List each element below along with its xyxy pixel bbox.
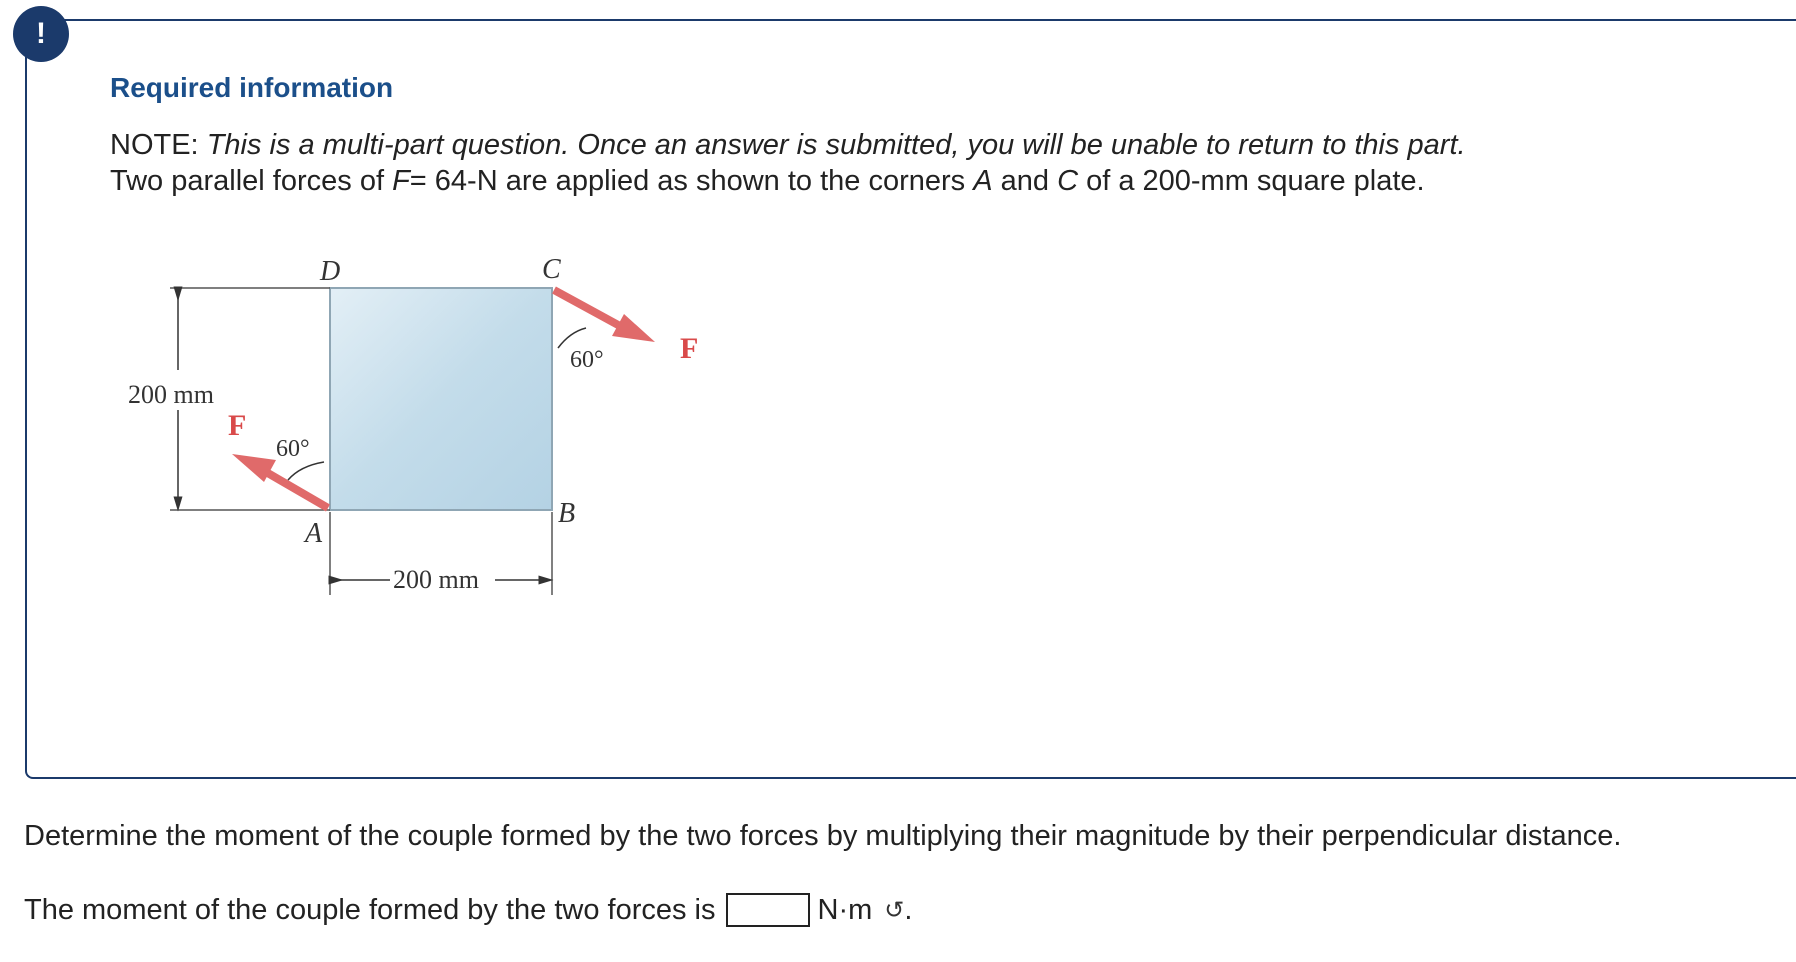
force-label-A: F bbox=[228, 409, 247, 442]
horizontal-dimension-label: 200 mm bbox=[393, 565, 479, 594]
alert-icon: ! bbox=[13, 6, 69, 62]
answer-row bbox=[24, 893, 912, 927]
angle-arc-A bbox=[288, 462, 324, 480]
variable-C: C bbox=[1057, 165, 1079, 197]
note-text: This is a multi-part question. Once an answer is submitted, you will be unable to return to this part. bbox=[206, 129, 1466, 161]
answer-trailing: . bbox=[904, 893, 913, 926]
question-text: Determine the moment of the couple formed by the two forces by multiplying their magnitude by their perpendicular distance. bbox=[24, 820, 1622, 852]
required-info-title: Required information bbox=[110, 72, 394, 103]
angle-label-C: 60° bbox=[570, 347, 604, 373]
plate-diagram bbox=[120, 250, 760, 610]
plate-figure bbox=[120, 250, 760, 610]
force-arrow-A bbox=[266, 472, 328, 508]
angle-arc-C bbox=[558, 328, 586, 348]
answer-prefix: The moment of the couple formed by the two forces is bbox=[24, 893, 716, 926]
corner-label-B: B bbox=[558, 498, 576, 529]
variable-F: F bbox=[392, 165, 410, 197]
problem-statement bbox=[110, 165, 1425, 198]
force-label-C: F bbox=[680, 332, 699, 365]
problem-prefix: Two parallel forces of bbox=[110, 165, 393, 197]
force-arrow-C bbox=[554, 290, 620, 326]
vertical-dimension-label: 200 mm bbox=[128, 380, 214, 409]
variable-A: A bbox=[973, 165, 993, 197]
angle-label-A: 60° bbox=[276, 436, 310, 462]
problem-mid: are applied as shown to the corners bbox=[497, 165, 974, 197]
problem-suffix: of a 200-mm square plate. bbox=[1078, 165, 1425, 197]
corner-label-D: D bbox=[320, 256, 341, 287]
force-value: = 64-N bbox=[409, 165, 498, 197]
square-plate bbox=[330, 288, 552, 510]
answer-unit: N·m bbox=[817, 893, 873, 926]
problem-and: and bbox=[992, 165, 1058, 197]
moment-answer-input[interactable] bbox=[726, 893, 810, 927]
corner-label-C: C bbox=[542, 254, 561, 285]
note-line bbox=[110, 129, 1466, 162]
counterclockwise-icon: ↺ bbox=[884, 896, 905, 924]
corner-label-A: A bbox=[305, 518, 323, 549]
note-label: NOTE: bbox=[110, 129, 199, 161]
